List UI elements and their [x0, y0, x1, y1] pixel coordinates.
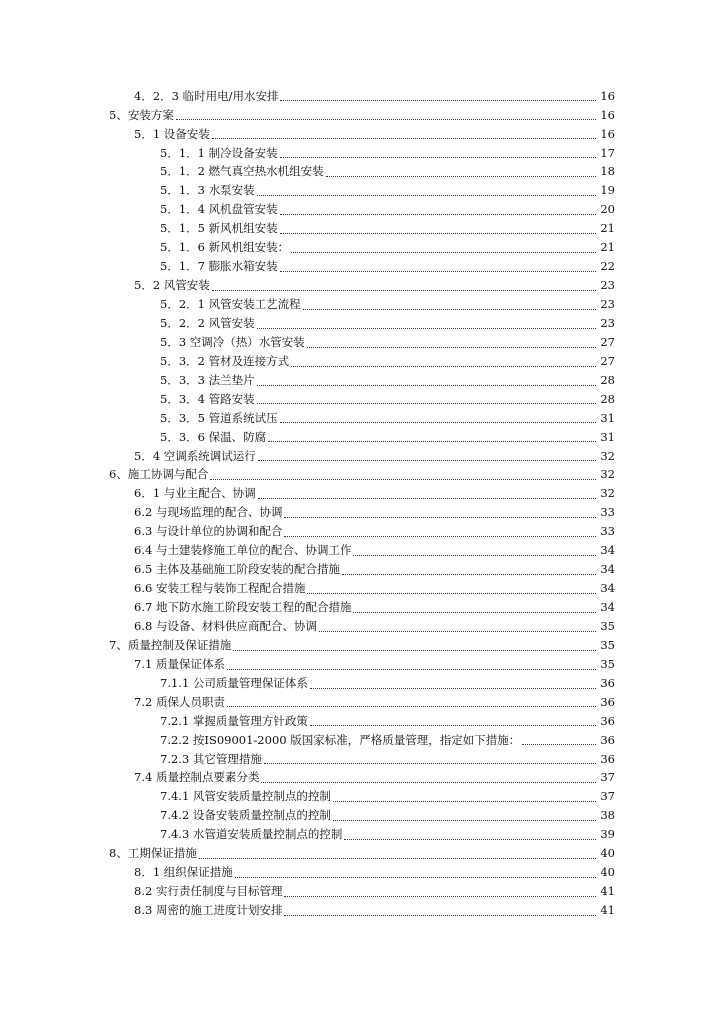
toc-entry[interactable] — [0, 220, 615, 239]
toc-entry-title: 7.2.3 其它管理措施 — [160, 751, 262, 766]
toc-entry[interactable] — [0, 807, 615, 826]
toc-entry-title: 5．3．2 管材及连接方式 — [160, 353, 290, 368]
dot-leader — [212, 289, 596, 291]
toc-entry-page-number: 23 — [600, 297, 615, 312]
toc-entry-title: 6.6 安装工程与装饰工程配合措施 — [134, 581, 306, 596]
toc-entry-page-number: 35 — [600, 618, 615, 633]
toc-entry-title: 5、安装方案 — [109, 107, 174, 122]
toc-entry[interactable] — [0, 636, 615, 655]
dot-leader — [227, 668, 596, 670]
dot-leader — [258, 497, 596, 499]
toc-entry[interactable] — [0, 617, 615, 636]
toc-entry[interactable] — [0, 409, 615, 428]
dot-leader — [333, 819, 596, 821]
toc-entry-title: 6.8 与设备、材料供应商配合、协调 — [134, 618, 317, 633]
toc-entry-title: 7.4 质量控制点要素分类 — [134, 770, 260, 785]
toc-entry-page-number: 36 — [600, 675, 615, 690]
toc-entry-page-number: 23 — [600, 315, 615, 330]
dot-leader — [284, 535, 596, 537]
toc-entry-page-number: 40 — [600, 846, 615, 861]
toc-entry-page-number: 36 — [600, 732, 615, 747]
toc-entry-title: 4．2．3 临时用电/用水安排 — [134, 88, 279, 103]
toc-entry-title: 7、质量控制及保证措施 — [109, 637, 232, 652]
dot-leader — [280, 156, 596, 158]
toc-entry[interactable] — [0, 882, 615, 901]
toc-entry-page-number: 33 — [600, 524, 615, 539]
dot-leader — [210, 478, 596, 480]
toc-entry-page-number: 36 — [600, 713, 615, 728]
toc-entry[interactable] — [0, 504, 615, 523]
toc-entry[interactable] — [0, 769, 615, 788]
toc-entry-title: 5．3．3 法兰垫片 — [160, 372, 255, 387]
toc-entry-title: 5．4 空调系统调试运行 — [134, 448, 256, 463]
toc-entry[interactable] — [0, 106, 615, 125]
toc-entry-title: 5．2．1 风管安装工艺流程 — [160, 297, 301, 312]
dot-leader — [307, 346, 596, 348]
toc-entry-page-number: 16 — [600, 88, 615, 103]
toc-entry[interactable] — [0, 523, 615, 542]
toc-entry[interactable] — [0, 466, 615, 485]
toc-entry-title: 7.4.1 风管安装质量控制点的控制 — [160, 789, 331, 804]
toc-entry-page-number: 32 — [600, 486, 615, 501]
dot-leader — [258, 459, 596, 461]
dot-leader — [233, 649, 596, 651]
dot-leader — [307, 592, 596, 594]
toc-entry-title: 5．3．6 保温、防腐 — [160, 429, 267, 444]
toc-entry[interactable] — [0, 125, 615, 144]
toc-entry-title: 6.2 与现场监理的配合、协调 — [134, 505, 283, 520]
toc-entry-page-number: 20 — [600, 202, 615, 217]
dot-leader — [176, 118, 596, 120]
toc-entry[interactable] — [0, 201, 615, 220]
toc-entry-title: 5．1．5 新风机组安装 — [160, 221, 278, 236]
toc-entry-page-number: 41 — [600, 903, 615, 918]
toc-entry-title: 6.3 与设计单位的协调和配合 — [134, 524, 283, 539]
toc-entry[interactable] — [0, 276, 615, 295]
toc-entry-page-number: 40 — [600, 865, 615, 880]
toc-entry-page-number: 27 — [600, 334, 615, 349]
toc-entry-page-number: 23 — [600, 278, 615, 293]
toc-entry[interactable] — [0, 333, 615, 352]
toc-entry[interactable] — [0, 598, 615, 617]
toc-entry[interactable] — [0, 863, 615, 882]
toc-entry-title: 7.2.2 按IS09001-2000 版国家标准，严格质量管理，指定如下措施： — [160, 732, 521, 747]
toc-entry-page-number: 31 — [600, 410, 615, 425]
toc-entry[interactable] — [0, 257, 615, 276]
toc-entry-page-number: 41 — [600, 884, 615, 899]
toc-entry-title: 6、施工协调与配合 — [109, 467, 209, 482]
toc-entry-page-number: 35 — [600, 656, 615, 671]
toc-entry[interactable] — [0, 428, 615, 447]
toc-entry-title: 7.1 质量保证体系 — [134, 656, 225, 671]
dot-leader — [257, 384, 596, 386]
toc-entry[interactable] — [0, 87, 615, 106]
toc-entry-page-number: 32 — [600, 448, 615, 463]
toc-entry-page-number: 39 — [600, 827, 615, 842]
toc-entry-title: 5．3．5 管道系统试压 — [160, 410, 278, 425]
dot-leader — [319, 630, 596, 632]
toc-entry[interactable] — [0, 295, 615, 314]
toc-entry-page-number: 34 — [600, 600, 615, 615]
toc-entry-page-number: 32 — [600, 467, 615, 482]
toc-entry-title: 6．1 与业主配合、协调 — [134, 486, 256, 501]
toc-entry-title: 5．1．3 水泵安装 — [160, 183, 255, 198]
toc-entry-title: 8.2 实行责任制度与目标管理 — [134, 884, 283, 899]
toc-entry-title: 5．2 风管安装 — [134, 278, 210, 293]
toc-entry[interactable] — [0, 182, 615, 201]
toc-entry-title: 5．1．1 制冷设备安装 — [160, 145, 278, 160]
dot-leader — [261, 781, 596, 783]
toc-entry[interactable] — [0, 144, 615, 163]
dot-leader — [264, 762, 596, 764]
toc-entry[interactable] — [0, 826, 615, 845]
toc-entry-page-number: 16 — [600, 107, 615, 122]
dot-leader — [284, 895, 596, 897]
toc-entry[interactable] — [0, 560, 615, 579]
toc-entry[interactable] — [0, 352, 615, 371]
toc-entry-title: 7.4.3 水管道安装质量控制点的控制 — [160, 827, 343, 842]
toc-entry-title: 5．1．2 燃气真空热水机组安装 — [160, 164, 324, 179]
dot-leader — [227, 705, 596, 707]
dot-leader — [280, 232, 596, 234]
toc-entry-page-number: 36 — [600, 751, 615, 766]
dot-leader — [291, 365, 596, 367]
toc-entry-page-number: 33 — [600, 505, 615, 520]
toc-entry-page-number: 16 — [600, 126, 615, 141]
toc-entry[interactable] — [0, 542, 615, 561]
toc-entry-title: 5．3．4 管路安装 — [160, 391, 255, 406]
toc-entry[interactable] — [0, 655, 615, 674]
dot-leader — [257, 327, 596, 329]
toc-entry[interactable] — [0, 239, 615, 258]
dot-leader — [333, 800, 596, 802]
toc-entry[interactable] — [0, 447, 615, 466]
toc-entry[interactable] — [0, 390, 615, 409]
toc-entry-title: 5．1 设备安装 — [134, 126, 210, 141]
toc-entry-page-number: 37 — [600, 770, 615, 785]
toc-entry[interactable] — [0, 693, 615, 712]
toc-entry-title: 6.4 与土建装修施工单位的配合、协调工作 — [134, 543, 352, 558]
dot-leader — [522, 743, 596, 745]
toc-entry-page-number: 21 — [600, 240, 615, 255]
toc-entry[interactable] — [0, 750, 615, 769]
dot-leader — [280, 270, 596, 272]
toc-entry[interactable] — [0, 485, 615, 504]
dot-leader — [280, 213, 596, 215]
toc-entry-page-number: 18 — [600, 164, 615, 179]
toc-entry[interactable] — [0, 163, 615, 182]
toc-entry-title: 7.4.2 设备安装质量控制点的控制 — [160, 808, 331, 823]
dot-leader — [280, 99, 596, 101]
toc-entry-title: 7.1.1 公司质量管理保证体系 — [160, 675, 308, 690]
toc-entry-page-number: 22 — [600, 259, 615, 274]
toc-entry-page-number: 28 — [600, 372, 615, 387]
dot-leader — [284, 516, 596, 518]
toc-entry-page-number: 34 — [600, 543, 615, 558]
toc-entry[interactable] — [0, 901, 615, 920]
toc-entry-title: 5．1．4 风机盘管安装 — [160, 202, 278, 217]
dot-leader — [257, 194, 596, 196]
toc-entry-page-number: 21 — [600, 221, 615, 236]
table-of-contents — [0, 87, 724, 920]
dot-leader — [353, 611, 596, 613]
dot-leader — [342, 573, 596, 575]
toc-entry-title: 5．1．6 新风机组安装： — [160, 240, 290, 255]
toc-entry[interactable] — [0, 314, 615, 333]
dot-leader — [303, 308, 596, 310]
toc-entry[interactable] — [0, 371, 615, 390]
toc-entry-title: 5．3 空调冷（热）水管安装 — [160, 334, 305, 349]
toc-entry-title: 6.7 地下防水施工阶段安装工程的配合措施 — [134, 600, 352, 615]
toc-entry-page-number: 34 — [600, 581, 615, 596]
toc-entry-page-number: 36 — [600, 694, 615, 709]
toc-entry-title: 7.2.1 掌握质量管理方针政策 — [160, 713, 308, 728]
toc-entry-title: 5．1．7 膨胀水箱安装 — [160, 259, 278, 274]
toc-entry-page-number: 19 — [600, 183, 615, 198]
toc-entry-title: 6.5 主体及基础施工阶段安装的配合措施 — [134, 562, 340, 577]
toc-entry-title: 5．2．2 风管安装 — [160, 315, 255, 330]
toc-entry-title: 8．1 组织保证措施 — [134, 865, 233, 880]
dot-leader — [199, 857, 596, 859]
dot-leader — [257, 402, 596, 404]
dot-leader — [310, 687, 596, 689]
dot-leader — [235, 876, 596, 878]
toc-entry-page-number: 17 — [600, 145, 615, 160]
dot-leader — [284, 914, 596, 916]
toc-entry-page-number: 34 — [600, 562, 615, 577]
toc-entry-page-number: 31 — [600, 429, 615, 444]
toc-entry[interactable] — [0, 674, 615, 693]
dot-leader — [310, 724, 596, 726]
dot-leader — [268, 440, 596, 442]
toc-entry-page-number: 38 — [600, 808, 615, 823]
toc-entry-title: 8、工期保证措施 — [109, 846, 197, 861]
toc-entry[interactable] — [0, 788, 615, 807]
toc-entry-page-number: 37 — [600, 789, 615, 804]
dot-leader — [353, 554, 596, 556]
toc-entry-page-number: 35 — [600, 637, 615, 652]
toc-entry[interactable] — [0, 712, 615, 731]
toc-entry[interactable] — [0, 731, 615, 750]
toc-entry-title: 8.3 周密的施工进度计划安排 — [134, 903, 283, 918]
toc-entry-title: 7.2 质保人员职责 — [134, 694, 225, 709]
toc-entry-page-number: 27 — [600, 353, 615, 368]
toc-entry[interactable] — [0, 845, 615, 864]
dot-leader — [212, 137, 596, 139]
dot-leader — [280, 421, 596, 423]
toc-entry-page-number: 28 — [600, 391, 615, 406]
dot-leader — [326, 175, 596, 177]
toc-entry[interactable] — [0, 579, 615, 598]
dot-leader — [291, 251, 596, 253]
dot-leader — [344, 838, 596, 840]
